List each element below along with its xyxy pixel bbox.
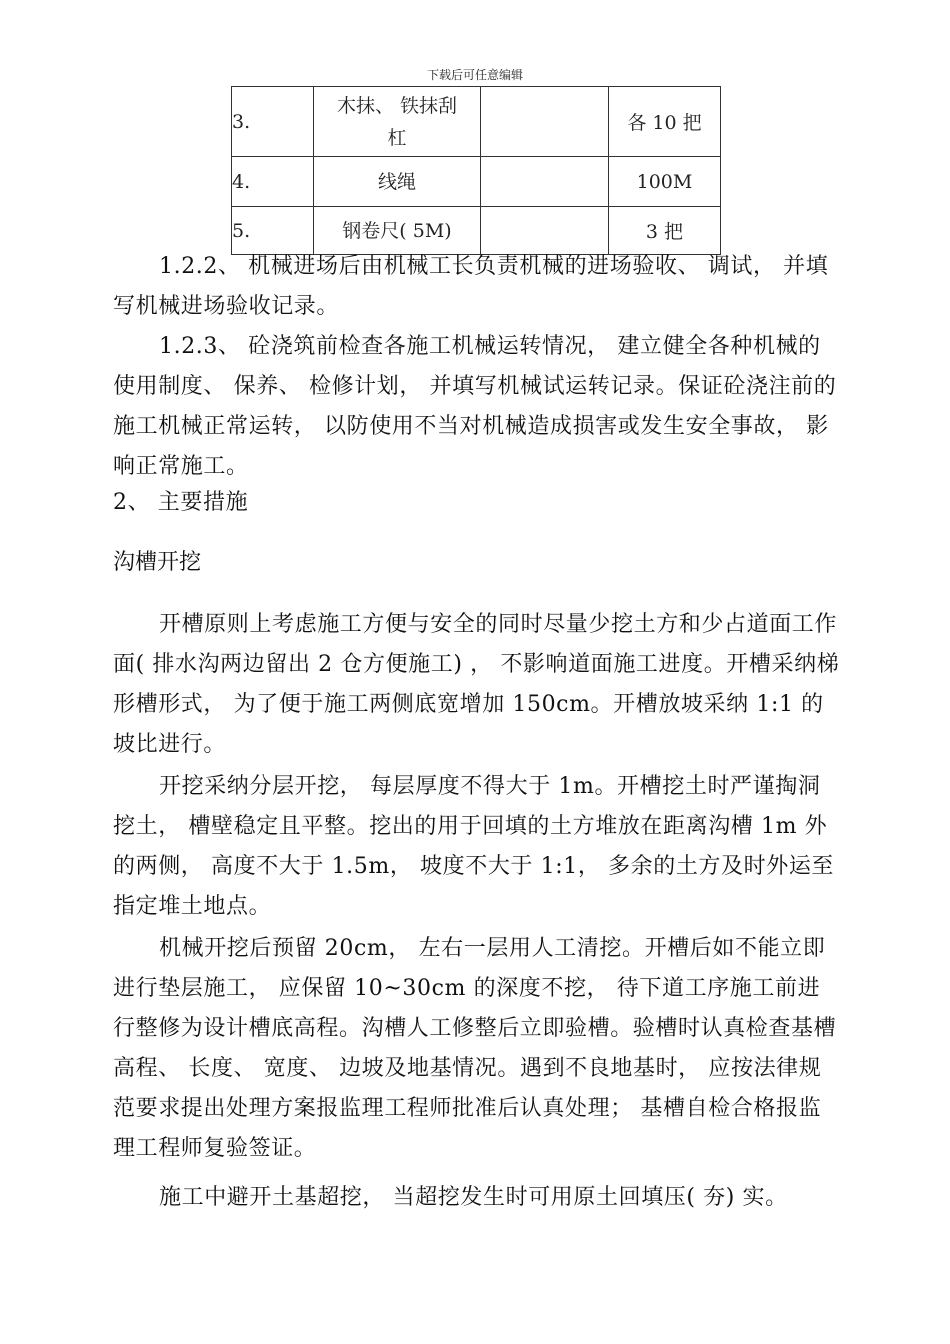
tool-name-line: 木抹、 铁抹刮 [336,94,458,117]
row-number: 3. [232,87,314,157]
tool-name [314,87,481,157]
paragraph-trench-principle: 开槽原则上考虑施工方便与安全的同时尽量少挖土方和少占道面工作面( 排水沟两边留出 2 仓方便施工) ， 不影响道面施工进度。开槽采纳梯形槽形式， 为了便于施工两侧底宽增加 150cm。开槽放坡采纳 1:1 的坡比进行。 [113,612,840,757]
paragraph-excavation-layers: 开挖采纳分层开挖， 每层厚度不得大于 1m。开槽挖土时严谨掏洞挖土， 槽壁稳定且平整。挖出的用于回填的土方堆放在距离沟槽 1m 外的两侧， 高度不大于 1.5m， 坡度不大于 1:1， 多余的土方及时外运至指定堆土地点。 [113,774,835,919]
tools-table [231,86,721,255]
tool-quantity: 3 把 [609,207,721,255]
tool-spec [481,87,609,157]
tool-quantity: 100M [609,157,721,207]
tool-name: 线绳 [314,157,481,207]
subsection-heading: 沟槽开挖 [113,550,202,575]
page-header: 下载后可任意编辑 [426,68,523,82]
tool-spec [481,157,609,207]
section-title: 2、 主要措施 [113,490,249,515]
table-row [232,87,721,157]
tool-name-line: 杠 [387,126,407,149]
paragraph-machine-excavation: 机械开挖后预留 20cm， 左右一层用人工清挖。开槽后如不能立即进行垫层施工， 应保留 10~30cm 的深度不挖， 待下道工序施工前进行整修为设计槽底高程。沟槽人工修整后立即验槽。验槽时认真检查基槽高程、 长度、 宽度、 边坡及地基情况。遇到不良地基时， 应按法律规范要求提出处理方案报监理工程师批准后认真处理； 基槽自检合格报监理工程师复验签证。 [113,936,837,1161]
paragraph-1-2-2: 1.2.2、 机械进场后由机械工长负责机械的进场验收、 调试， 并填写机械进场验收记录。 [113,254,829,319]
row-number: 4. [232,157,314,207]
paragraph-overexcavation: 施工中避开土基超挖， 当超挖发生时可用原土回填压( 夯) 实。 [159,1185,788,1210]
table-row [232,157,721,207]
tool-name: 钢卷尺( 5M) [314,207,481,255]
row-number: 5. [232,207,314,255]
paragraph-1-2-3: 1.2.3、 砼浇筑前检查各施工机械运转情况， 建立健全各种机械的使用制度、 保养、 检修计划， 并填写机械试运转记录。保证砼浇注前的施工机械正常运转， 以防使用不当对机械造成损害或发生安全事故， 影响正常施工。 [113,334,837,479]
tool-quantity: 各 10 把 [609,87,721,157]
